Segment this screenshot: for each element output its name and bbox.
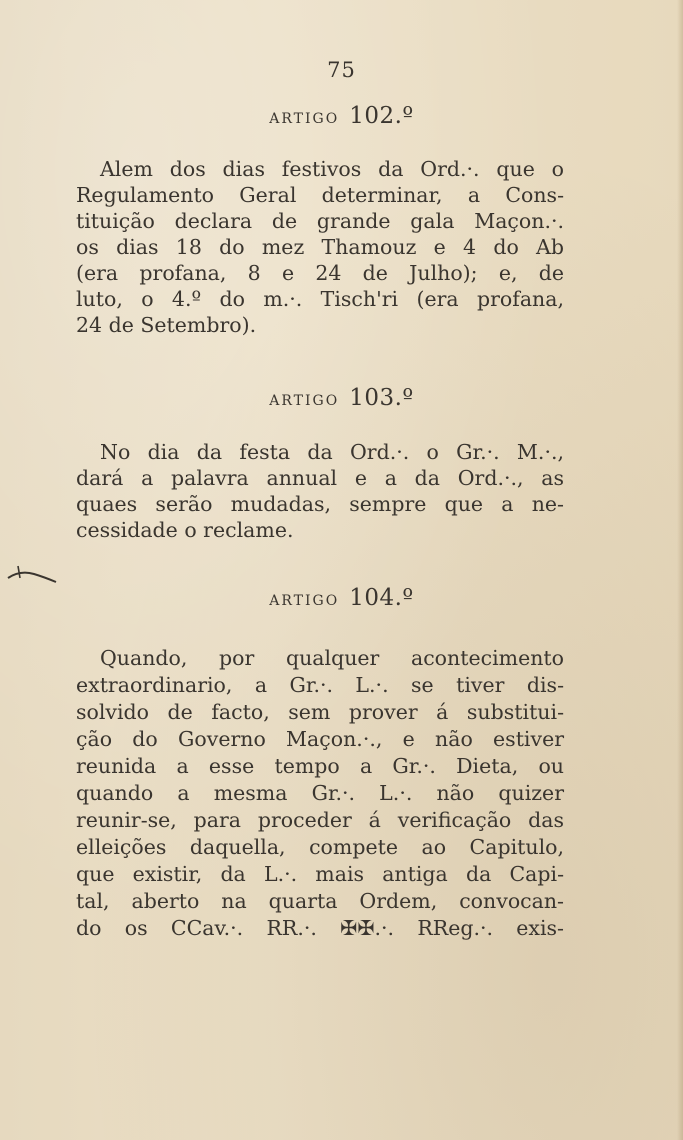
text-line: tituição declara de grande gala Maçon.·. [76, 209, 564, 233]
text-line: Quando, por qualquer acontecimento [100, 646, 564, 670]
text-line: No dia da festa da Ord.·. o Gr.·. M.·., [100, 440, 564, 464]
text-line: que existir, da L.·. mais antiga da Capi- [76, 862, 564, 886]
text-line: Alem dos dias festivos da Ord.·. que o [100, 157, 564, 181]
text-line: tal, aberto na quarta Ordem, convocan- [76, 889, 564, 913]
article-103-heading [0, 385, 683, 411]
text-line: elleições daquella, compete ao Capitulo, [76, 835, 564, 859]
text-line: do os CCav.·. RR.·. ✠✠.·. RReg.·. exis- [76, 916, 564, 940]
text-line: quando a mesma Gr.·. L.·. não quizer [76, 781, 564, 805]
text-line: extraordinario, a Gr.·. L.·. se tiver dis- [76, 673, 564, 697]
article-102-heading [0, 103, 683, 129]
text-line: reunir-se, para proceder á verificação das [76, 808, 564, 832]
page-edge-shadow [677, 0, 683, 1140]
text-line: Regulamento Geral determinar, a Cons- [76, 183, 564, 207]
article-number: 104.º [349, 585, 414, 611]
text-line: (era profana, 8 e 24 de Julho); e, de [76, 261, 564, 285]
text-line: 24 de Setembro). [76, 313, 257, 337]
article-keyword: ARTIGO [269, 111, 340, 127]
text-line: ção do Governo Maçon.·., e não estiver [76, 727, 564, 751]
text-line: dará a palavra annual e a da Ord.·., as [76, 466, 564, 490]
text-line: cessidade o reclame. [76, 518, 294, 542]
article-keyword: ARTIGO [269, 593, 340, 609]
text-line: os dias 18 do mez Thamouz e 4 do Ab [76, 235, 564, 259]
article-104-heading [0, 585, 683, 611]
article-number: 103.º [349, 385, 414, 411]
text-line: luto, o 4.º do m.·. Tisch'ri (era profana, [76, 287, 564, 311]
article-keyword: ARTIGO [269, 393, 340, 409]
text-line: solvido de facto, sem prover á substitui- [76, 700, 564, 724]
text-line: reunida a esse tempo a Gr.·. Dieta, ou [76, 754, 564, 778]
page-number: 75 [327, 58, 356, 82]
text-line: quaes serão mudadas, sempre que a ne- [76, 492, 564, 516]
article-number: 102.º [349, 103, 414, 129]
